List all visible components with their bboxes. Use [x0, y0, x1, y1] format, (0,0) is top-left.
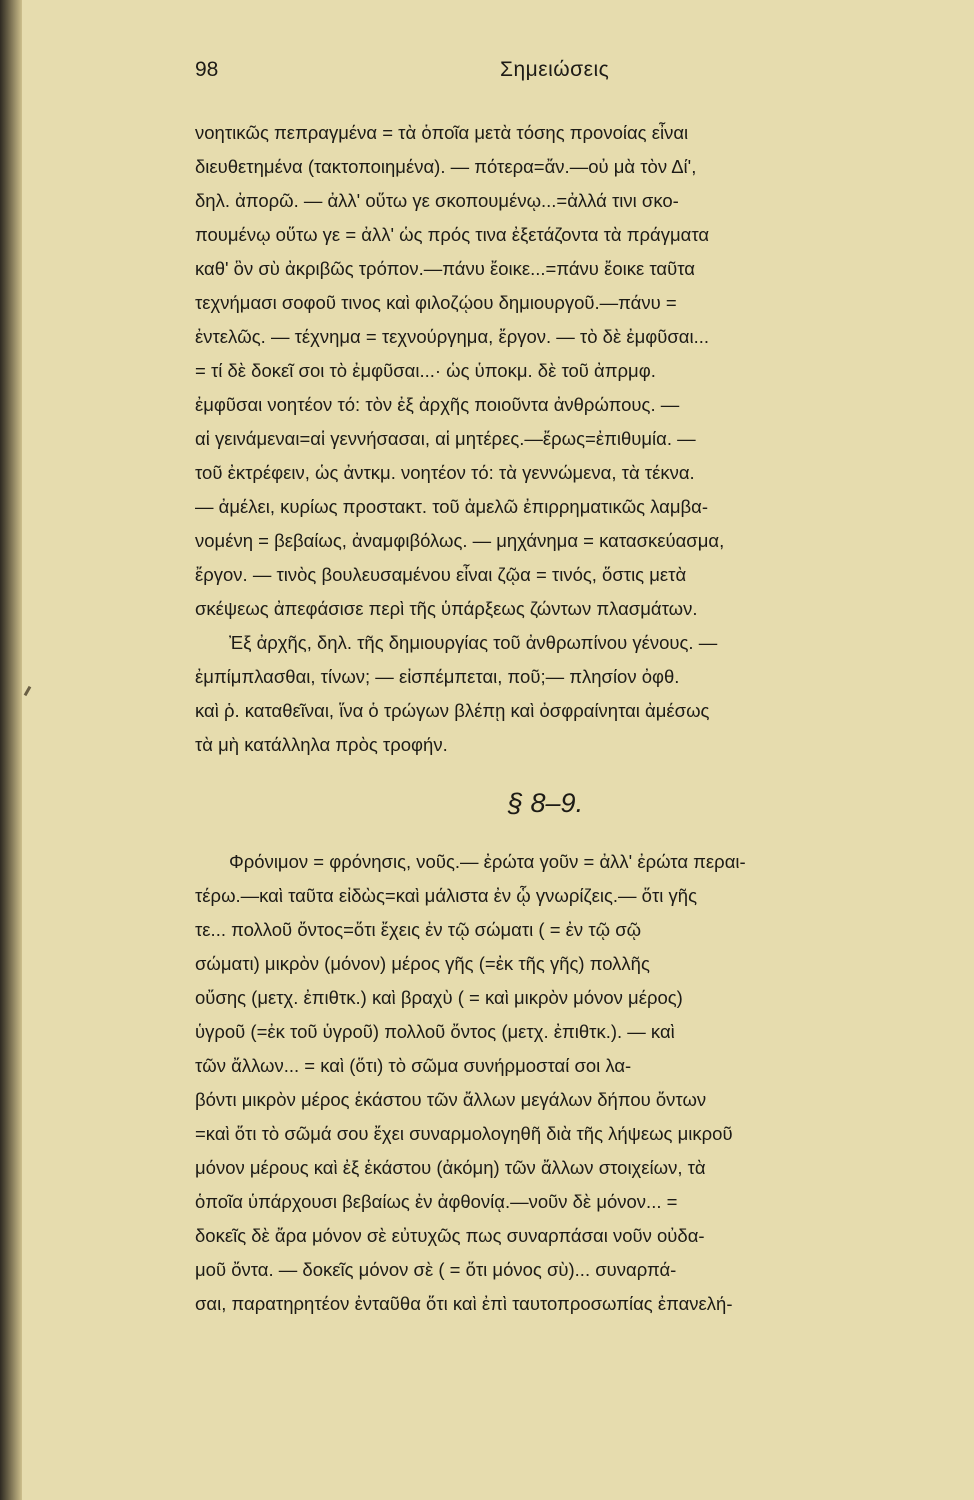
page-number: 98: [195, 58, 219, 81]
text-line: νομένη = βεβαίως, ἀναμφιβόλως. — μηχάνημα = κατασκεύασμα,: [195, 530, 725, 551]
text-line: ὑγροῦ (=ἐκ τοῦ ὑγροῦ) πολλοῦ ὄντος (μετχ. ἐπιθτκ.). — καὶ: [195, 1021, 675, 1042]
text-line: Φρόνιμον = φρόνησις, νοῦς.— ἐρώτα γοῦν = ἀλλ' ἐρώτα περαι-: [229, 851, 746, 872]
section-heading: § 8–9.: [508, 788, 584, 818]
text-line: αἱ γεινάμεναι=αἱ γεννήσασαι, αἱ μητέρες.—ἔρως=ἐπιθυμία. —: [195, 428, 696, 449]
text-line: μόνον μέρους καὶ ἐξ ἑκάστου (ἀκόμη) τῶν ἄλλων στοιχείων, τὰ: [195, 1157, 706, 1178]
text-line: βόντι μικρὸν μέρος ἑκάστου τῶν ἄλλων μεγάλων δήπου ὄντων: [195, 1089, 707, 1110]
commentary-block-2: [195, 845, 937, 1321]
binding-gutter: [0, 0, 22, 1500]
commentary-block-1: [195, 116, 937, 762]
text-line: τεχνήμασι σοφοῦ τινος καὶ φιλοζῴου δημιουργοῦ.—πάνυ =: [195, 292, 677, 313]
margin-mark: [24, 686, 32, 696]
text-line: ἐμπίμπλασθαι, τίνων; — εἰσπέμπεται, ποῦ;— πλησίον ὀφθ.: [195, 666, 680, 687]
text-line: καθ' ὃν σὺ ἀκριβῶς τρόπον.—πάνυ ἔοικε...=πάνυ ἔοικε ταῦτα: [195, 258, 695, 279]
text-line: ἐμφῦσαι νοητέον τό: τὸν ἐξ ἀρχῆς ποιοῦντα ἀνθρώπους. —: [195, 394, 680, 415]
text-line: = τί δὲ δοκεῖ σοι τὸ ἐμφῦσαι...· ὡς ὑποκμ. δὲ τοῦ ἀπρμφ.: [195, 360, 656, 381]
text-line: τῶν ἄλλων... = καὶ (ὅτι) τὸ σῶμα συνήρμοσταί σοι λα-: [195, 1055, 632, 1076]
text-line: ἔργον. — τινὸς βουλευσαμένου εἶναι ζῷα = τινός, ὅστις μετὰ: [195, 564, 687, 585]
text-line: ὁποῖα ὑπάρχουσι βεβαίως ἐν ἀφθονίᾳ.—νοῦν δὲ μόνον... =: [195, 1191, 678, 1212]
text-line: τε... πολλοῦ ὄντος=ὅτι ἔχεις ἐν τῷ σώματι ( = ἐν τῷ σῷ: [195, 919, 642, 940]
text-line: τὰ μὴ κατάλληλα πρὸς τροφήν.: [195, 734, 448, 755]
text-line: καὶ ῥ. καταθεῖναι, ἵνα ὁ τρώγων βλέπῃ καὶ ὀσφραίνηται ἀμέσως: [195, 700, 710, 721]
text-line: σαι, παρατηρητέον ἐνταῦθα ὅτι καὶ ἐπὶ ταυτοπροσωπίας ἐπανελή-: [195, 1293, 733, 1314]
text-line: — ἀμέλει, κυρίως προστακτ. τοῦ ἀμελῶ ἐπιρρηματικῶς λαμβα-: [195, 496, 709, 517]
text-line: δηλ. ἀπορῶ. — ἀλλ' οὕτω γε σκοπουμένῳ...=ἀλλά τινι σκο-: [195, 190, 679, 211]
text-line: τέρω.—καὶ ταῦτα εἰδὼς=καὶ μάλιστα ἐν ᾧ γνωρίζεις.— ὅτι γῆς: [195, 885, 697, 906]
text-line: =καὶ ὅτι τὸ σῶμά σου ἔχει συναρμολογηθῆ διὰ τῆς λήψεως μικροῦ: [195, 1123, 733, 1144]
text-line: ἐντελῶς. — τέχνημα = τεχνούργημα, ἔργον. — τὸ δὲ ἐμφῦσαι...: [195, 326, 710, 347]
text-line: νοητικῶς πεπραγμένα = τὰ ὁποῖα μετὰ τόσης προνοίας εἶναι: [195, 122, 689, 143]
text-line: σκέψεως ἀπεφάσισε περὶ τῆς ὑπάρξεως ζώντων πλασμάτων.: [195, 598, 698, 619]
text-line: οὔσης (μετχ. ἐπιθτκ.) καὶ βραχὺ ( = καὶ μικρὸν μόνον μέρος): [195, 987, 683, 1008]
text-line: τοῦ ἐκτρέφειν, ὡς ἀντκμ. νοητέον τό: τὰ γεννώμενα, τὰ τέκνα.: [195, 462, 695, 483]
text-line: πουμένῳ οὕτω γε = ἀλλ' ὡς πρός τινα ἐξετάζοντα τὰ πράγματα: [195, 224, 710, 245]
running-title: Σημειώσεις: [500, 58, 610, 81]
text-line: Ἐξ ἀρχῆς, δηλ. τῆς δημιουργίας τοῦ ἀνθρωπίνου γένους. —: [229, 632, 718, 653]
page-header: [195, 58, 914, 92]
text-line: διευθετημένα (τακτοποιημένα). — πότερα=ἄν.—οὐ μὰ τὸν Δί',: [195, 156, 697, 177]
text-line: δοκεῖς δὲ ἄρα μόνον σὲ εὐτυχῶς πως συναρπάσαι νοῦν οὐδα-: [195, 1225, 705, 1246]
text-line: μοῦ ὄντα. — δοκεῖς μόνον σὲ ( = ὅτι μόνος σὺ)... συναρπά-: [195, 1259, 677, 1280]
text-line: σώματι) μικρὸν (μόνον) μέρος γῆς (=ἐκ τῆς γῆς) πολλῆς: [195, 953, 650, 974]
